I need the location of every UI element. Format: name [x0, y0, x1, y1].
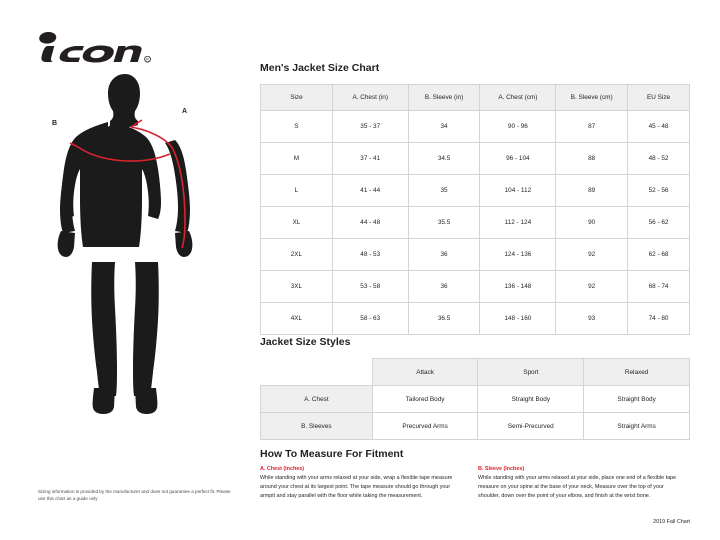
figure-label-a: A [182, 108, 188, 115]
cell-size: 3XL [261, 271, 333, 303]
icon-wordmark-logo [38, 30, 158, 64]
fitment-text-chest: While standing with your arms relaxed at your side, wrap a flexible tape measure around your chest at its largest point. The tape measure should go through your armpit and stay parallel with the floor while taking the measurement. [260, 475, 453, 499]
fitment-block-chest [260, 466, 460, 500]
jacket-size-table [260, 84, 690, 335]
cell-sleeve-cm: 93 [556, 303, 628, 335]
measurement-figure [30, 70, 240, 420]
cell-sleeve-in: 34 [408, 111, 480, 143]
cell-eu-size: 62 - 68 [628, 239, 690, 271]
styles-chart-title: Jacket Size Styles [260, 336, 351, 348]
cell-chest-in: 35 - 37 [332, 111, 408, 143]
cell-eu-size: 74 - 80 [628, 303, 690, 335]
cell-sleeve-in: 36 [408, 239, 480, 271]
cell-sport-sleeves: Semi-Precurved [478, 413, 584, 440]
column-header-sport: Sport [478, 359, 584, 386]
cell-sleeve-in: 34.5 [408, 143, 480, 175]
column-header-sleeve-cm: B. Sleeve (cm) [556, 85, 628, 111]
cell-eu-size: 68 - 74 [628, 271, 690, 303]
column-header-chest-cm: A. Chest (cm) [480, 85, 556, 111]
styles-corner-cell [261, 359, 373, 386]
column-header-eu-size: EU Size [628, 85, 690, 111]
jacket-size-table-wrap [260, 84, 690, 335]
cell-sleeve-cm: 90 [556, 207, 628, 239]
svg-text:R: R [146, 56, 149, 62]
jacket-styles-table [260, 358, 690, 440]
row-label-chest: A. Chest [261, 386, 373, 413]
table-row [261, 207, 690, 239]
cell-chest-cm: 124 - 136 [480, 239, 556, 271]
table-row [261, 386, 690, 413]
cell-size: 2XL [261, 239, 333, 271]
cell-size: M [261, 143, 333, 175]
table-row [261, 175, 690, 207]
jacket-chart-title-wrap [260, 62, 379, 74]
cell-sleeve-cm: 88 [556, 143, 628, 175]
left-column [0, 0, 250, 540]
table-row [261, 239, 690, 271]
figure-label-b: B [52, 120, 58, 127]
column-header-relaxed: Relaxed [584, 359, 690, 386]
cell-chest-cm: 136 - 148 [480, 271, 556, 303]
sizing-disclaimer: Sizing information is provided by the manufacturer and does not guarantee a perfect fit. Please use this chart as a guide only [38, 489, 231, 502]
cell-chest-cm: 90 - 96 [480, 111, 556, 143]
cell-chest-in: 37 - 41 [332, 143, 408, 175]
column-header-chest-in: A. Chest (in) [332, 85, 408, 111]
cell-size: 4XL [261, 303, 333, 335]
fitment-heading-sleeve: B. Sleeve (Inches) [478, 466, 525, 472]
cell-sleeve-cm: 92 [556, 239, 628, 271]
styles-chart-title-wrap [260, 336, 350, 348]
chart-year-label: 2019 Fall Chart [653, 519, 690, 525]
cell-relaxed-chest: Straight Body [584, 386, 690, 413]
row-label-sleeves: B. Sleeves [261, 413, 373, 440]
cell-chest-in: 41 - 44 [332, 175, 408, 207]
fitment-heading-chest: A. Chest (Inches) [260, 466, 305, 472]
cell-chest-cm: 112 - 124 [480, 207, 556, 239]
column-header-attack: Attack [372, 359, 478, 386]
cell-sleeve-in: 36.5 [408, 303, 480, 335]
cell-sleeve-cm: 92 [556, 271, 628, 303]
cell-chest-in: 44 - 48 [332, 207, 408, 239]
cell-eu-size: 45 - 48 [628, 111, 690, 143]
table-row [261, 271, 690, 303]
fitment-block-sleeve [478, 466, 678, 500]
cell-sleeve-in: 35.5 [408, 207, 480, 239]
column-header-size: Size [261, 85, 333, 111]
cell-attack-sleeves: Precurved Arms [372, 413, 478, 440]
cell-eu-size: 56 - 62 [628, 207, 690, 239]
cell-size: L [261, 175, 333, 207]
cell-sleeve-cm: 87 [556, 111, 628, 143]
cell-chest-in: 58 - 63 [332, 303, 408, 335]
cell-attack-chest: Tailored Body [372, 386, 478, 413]
cell-chest-in: 48 - 53 [332, 239, 408, 271]
cell-size: XL [261, 207, 333, 239]
cell-chest-cm: 148 - 160 [480, 303, 556, 335]
table-row [261, 303, 690, 335]
table-header-row [261, 85, 690, 111]
cell-sleeve-cm: 89 [556, 175, 628, 207]
cell-sport-chest: Straight Body [478, 386, 584, 413]
cell-sleeve-in: 36 [408, 271, 480, 303]
fitment-instructions [260, 466, 690, 500]
column-header-sleeve-in: B. Sleeve (in) [408, 85, 480, 111]
table-header-row [261, 359, 690, 386]
table-row [261, 413, 690, 440]
cell-chest-cm: 104 - 112 [480, 175, 556, 207]
jacket-chart-title: Men's Jacket Size Chart [260, 62, 380, 74]
cell-size: S [261, 111, 333, 143]
cell-eu-size: 52 - 56 [628, 175, 690, 207]
fitment-text-sleeve: While standing with your arms relaxed at your side, place one end of a flexible tape measure on your spine at the base of your neck, Measure over the top of your shoulder, down over the point of your elbow, and finish at the wrist bone. [478, 475, 677, 499]
fitment-title: How To Measure For Fitment [260, 448, 404, 460]
cell-sleeve-in: 35 [408, 175, 480, 207]
cell-chest-cm: 96 - 104 [480, 143, 556, 175]
cell-eu-size: 48 - 52 [628, 143, 690, 175]
table-row [261, 111, 690, 143]
table-row [261, 143, 690, 175]
cell-relaxed-sleeves: Straight Arms [584, 413, 690, 440]
fitment-title-wrap [260, 448, 403, 460]
jacket-styles-table-wrap [260, 358, 690, 440]
cell-chest-in: 53 - 58 [332, 271, 408, 303]
